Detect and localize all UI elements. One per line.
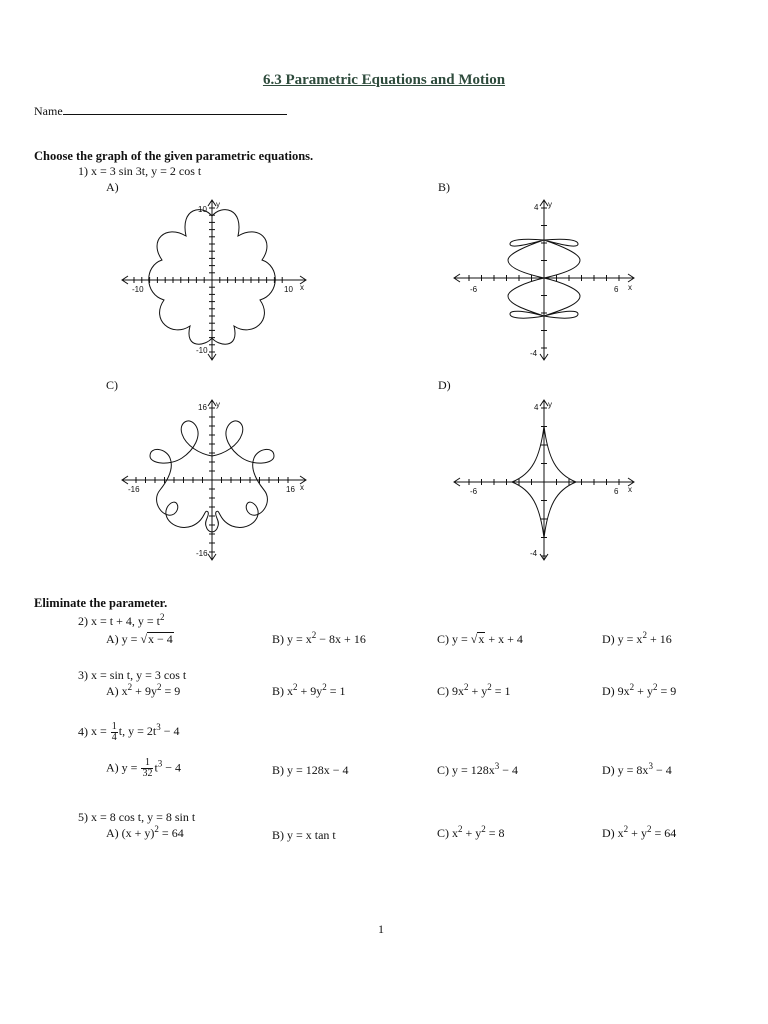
question-5-number: 5) xyxy=(78,810,88,824)
graph-b-ymax-label: 4 xyxy=(534,203,539,212)
page-number: 1 xyxy=(378,922,384,936)
q3-option-a[interactable]: A) $x^2 + 9y^2 = 9$ xyxy=(106,682,181,698)
graph-d-xmax-label: 6 xyxy=(614,487,619,496)
graph-d-xmin-label: -6 xyxy=(470,487,478,496)
graph-c-ymin-label: -16 xyxy=(196,549,208,558)
instruction-choose-graph: Choose the graph of the given parametric equations. xyxy=(34,149,314,163)
q2-option-a[interactable]: A) y = √x − 4 xyxy=(106,632,173,646)
q1-option-a-label[interactable]: A) xyxy=(106,180,119,194)
question-4-stem: x = $\frac{1}{4}$ t, $y = 2t^3 - 4$ xyxy=(91,721,180,743)
graph-c-x-axis-label: x xyxy=(300,483,304,492)
q3-option-d[interactable]: D) $9x^2 + y^2 = 9$ xyxy=(602,682,677,698)
graph-d-x-axis-label: x xyxy=(628,485,632,494)
name-field[interactable] xyxy=(34,103,287,119)
question-4 xyxy=(78,722,180,743)
graph-c-y-axis-label: y xyxy=(216,400,220,409)
name-blank-line[interactable] xyxy=(63,103,287,115)
sqrt-symbol: √ xyxy=(140,632,148,646)
graph-c-xmax-label: 16 xyxy=(286,485,295,494)
question-4-number: 4) xyxy=(78,724,88,739)
instruction-eliminate-parameter: Eliminate the parameter. xyxy=(34,596,168,610)
question-3-number: 3) xyxy=(78,668,88,682)
question-5-stem: x = 8 cos t, y = 8 sin t xyxy=(91,810,196,824)
q2-option-c[interactable]: C) y = √x + x + 4 xyxy=(437,632,523,646)
q4-option-a[interactable]: A) y = $\frac{1}{32}$ $t^3 - 4$ xyxy=(106,757,182,779)
question-1 xyxy=(78,164,201,179)
graph-a-y-axis-label: y xyxy=(216,200,220,209)
q4-option-b[interactable]: B) y = 128x − 4 xyxy=(272,763,349,777)
q2-option-b[interactable]: B) $y = x^2 - 8x + 16$ xyxy=(272,630,366,646)
graph-b-xmax-label: 6 xyxy=(614,285,619,294)
q1-option-d-label[interactable]: D) xyxy=(438,378,451,392)
graph-b[interactable] xyxy=(452,196,642,362)
q3-option-b[interactable]: B) $x^2 + 9y^2 = 1$ xyxy=(272,682,346,698)
graph-c-ymax-label: 16 xyxy=(198,403,207,412)
q1-option-b-label[interactable]: B) xyxy=(438,180,450,194)
q5-option-b[interactable]: B) y = x tan t xyxy=(272,828,336,842)
graph-d[interactable] xyxy=(452,396,642,562)
question-5 xyxy=(78,810,195,825)
graph-c[interactable] xyxy=(120,396,310,562)
sqrt-symbol: √ xyxy=(470,632,478,646)
graph-a-xmin-label: -10 xyxy=(132,285,144,294)
q5-option-c[interactable]: C) $x^2 + y^2 = 8$ xyxy=(437,824,505,840)
name-label: Name xyxy=(34,104,63,118)
graph-b-y-axis-label: y xyxy=(548,200,552,209)
graph-c-xmin-label: -16 xyxy=(128,485,140,494)
graph-a-ymax-label: 10 xyxy=(198,205,207,214)
q1-option-c-label[interactable]: C) xyxy=(106,378,118,392)
question-1-stem: x = 3 sin 3t, y = 2 cos t xyxy=(91,164,202,178)
q5-option-a[interactable]: A) $(x + y)^2 = 64$ xyxy=(106,824,184,840)
graph-a-ymin-label: -10 xyxy=(196,346,208,355)
graph-b-x-axis-label: x xyxy=(628,283,632,292)
q4-option-d[interactable]: D) $y = 8x^3 - 4$ xyxy=(602,761,672,777)
question-2 xyxy=(78,614,164,629)
graph-d-y-axis-label: y xyxy=(548,400,552,409)
graph-b-ymin-label: -4 xyxy=(530,349,538,358)
graph-d-ymin-label: -4 xyxy=(530,549,538,558)
q3-option-c[interactable]: C) $9x^2 + y^2 = 1$ xyxy=(437,682,511,698)
question-2-stem: x = t + 4, $y = t^2$ xyxy=(91,612,165,628)
question-3 xyxy=(78,668,186,683)
q2-option-d[interactable]: D) $y = x^2 + 16$ xyxy=(602,630,672,646)
graph-d-ymax-label: 4 xyxy=(534,403,539,412)
question-2-number: 2) xyxy=(78,614,88,628)
graph-a-x-axis-label: x xyxy=(300,283,304,292)
graph-b-xmin-label: -6 xyxy=(470,285,478,294)
q5-option-d[interactable]: D) $x^2 + y^2 = 64$ xyxy=(602,824,677,840)
question-3-stem: x = sin t, y = 3 cos t xyxy=(91,668,187,682)
graph-a[interactable] xyxy=(120,196,310,362)
page-title: 6.3 Parametric Equations and Motion xyxy=(262,72,506,88)
q4-option-c[interactable]: C) $y = 128x^3 - 4$ xyxy=(437,761,519,777)
graph-a-xmax-label: 10 xyxy=(284,285,293,294)
question-1-number: 1) xyxy=(78,164,88,178)
